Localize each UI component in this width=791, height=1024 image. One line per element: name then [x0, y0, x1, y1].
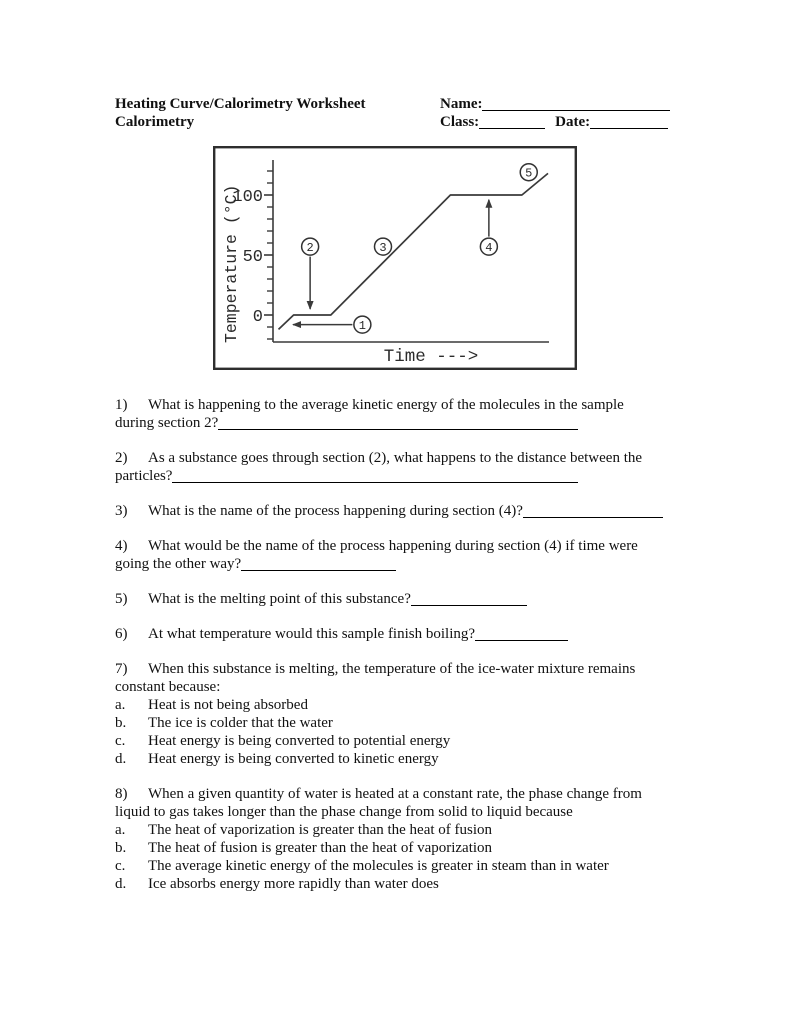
section-circle-number: 5	[525, 166, 533, 181]
worksheet-subtitle: Calorimetry	[115, 114, 195, 130]
date-blank-line	[590, 116, 668, 129]
header	[115, 95, 679, 131]
question-number: 6)	[115, 626, 128, 642]
question-line	[115, 590, 679, 608]
question-number: 1)	[115, 397, 128, 413]
question-text: When a given quantity of water is heated at a constant rate, the phase change from	[148, 786, 642, 802]
question-1	[115, 396, 679, 432]
choice-text: Ice absorbs energy more rapidly than water does	[148, 876, 439, 892]
question-number: 7)	[115, 661, 128, 677]
section-circle-number: 3	[379, 240, 387, 255]
section-marker-2	[302, 238, 319, 309]
section-marker-1	[293, 316, 371, 333]
question-text: constant because:	[115, 679, 221, 695]
heating-curve-line	[279, 173, 549, 329]
questions-list	[115, 396, 679, 893]
answer-blank-line	[475, 628, 568, 641]
x-axis-label: Time --->	[383, 347, 479, 367]
header-title-block	[115, 95, 440, 131]
question-number: 3)	[115, 503, 128, 519]
choice-line	[115, 875, 679, 893]
choice-line	[115, 821, 679, 839]
question-text: As a substance goes through section (2), what happens to the distance between the	[148, 450, 643, 466]
class-date-line	[440, 113, 679, 131]
question-line	[115, 449, 679, 467]
question-line	[115, 467, 679, 485]
header-fill-in-block	[440, 95, 679, 131]
question-line	[115, 660, 679, 678]
choice-text: The heat of fusion is greater than the heat of vaporization	[148, 840, 493, 856]
question-line	[115, 555, 679, 573]
question-7	[115, 660, 679, 768]
choice-text: Heat energy is being converted to kinetic energy	[148, 751, 439, 767]
question-line	[115, 678, 679, 696]
answer-blank-line	[523, 505, 663, 518]
question-number: 8)	[115, 786, 128, 802]
choice-line	[115, 839, 679, 857]
question-text: At what temperature would this sample finish boiling?	[148, 626, 476, 642]
choice-letter: b.	[115, 715, 127, 731]
choice-line	[115, 732, 679, 750]
y-axis-label: Temperature (°C)	[222, 184, 241, 343]
choice-letter: c.	[115, 733, 126, 749]
choice-text: The heat of vaporization is greater than the heat of fusion	[148, 822, 493, 838]
question-line	[115, 396, 679, 414]
question-text: going the other way?	[115, 556, 242, 572]
choice-text: The ice is colder that the water	[148, 715, 333, 731]
question-text: What is happening to the average kinetic energy of the molecules in the sample	[148, 397, 624, 413]
choice-letter: c.	[115, 858, 126, 874]
y-tick-label: 50	[242, 248, 263, 267]
heating-curve-svg	[213, 146, 577, 370]
section-marker-4	[480, 200, 497, 255]
choice-letter: b.	[115, 840, 127, 856]
section-circle-number: 4	[485, 240, 493, 255]
section-marker-5	[520, 164, 537, 181]
choice-line	[115, 696, 679, 714]
answer-blank-line	[411, 593, 527, 606]
name-line	[440, 95, 679, 113]
name-blank-line	[482, 98, 670, 111]
y-tick-label: 0	[252, 308, 263, 327]
question-number: 4)	[115, 538, 128, 554]
question-text: What is the name of the process happening during section (4)?	[148, 503, 523, 519]
choice-letter: d.	[115, 876, 127, 892]
question-text: What would be the name of the process happening during section (4) if time were	[148, 538, 638, 554]
section-circle-number: 1	[358, 318, 366, 333]
question-line	[115, 537, 679, 555]
choice-letter: a.	[115, 822, 126, 838]
question-text: When this substance is melting, the temperature of the ice-water mixture remains	[148, 661, 636, 677]
choice-line	[115, 714, 679, 732]
question-text: during section 2?	[115, 415, 219, 431]
class-blank-line	[479, 116, 545, 129]
choice-letter: a.	[115, 697, 126, 713]
choice-text: Heat energy is being converted to potential energy	[148, 733, 451, 749]
date-label: Date:	[555, 114, 591, 130]
question-number: 5)	[115, 591, 128, 607]
question-2	[115, 449, 679, 485]
choice-line	[115, 750, 679, 768]
y-tick-label: 100	[232, 188, 263, 207]
question-number: 2)	[115, 450, 128, 466]
chart-frame	[214, 147, 576, 369]
question-8	[115, 785, 679, 893]
question-4	[115, 537, 679, 573]
question-text: liquid to gas takes longer than the phase change from solid to liquid because	[115, 804, 573, 820]
answer-blank-line	[172, 470, 578, 483]
question-5	[115, 590, 679, 608]
question-line	[115, 625, 679, 643]
worksheet-content	[115, 95, 679, 910]
choice-text: The average kinetic energy of the molecules is greater in steam than in water	[148, 858, 609, 874]
class-label: Class:	[440, 114, 480, 130]
answer-blank-line	[241, 558, 396, 571]
section-circle-number: 2	[306, 240, 314, 255]
question-line	[115, 502, 679, 520]
choice-text: Heat is not being absorbed	[148, 697, 308, 713]
question-3	[115, 502, 679, 520]
choice-line	[115, 857, 679, 875]
question-text: What is the melting point of this substance?	[148, 591, 411, 607]
worksheet-title: Heating Curve/Calorimetry Worksheet	[115, 96, 366, 112]
heating-curve-chart	[213, 146, 577, 370]
choice-letter: d.	[115, 751, 127, 767]
name-label: Name:	[440, 96, 483, 112]
question-text: particles?	[115, 468, 173, 484]
answer-blank-line	[218, 417, 578, 430]
question-line	[115, 803, 679, 821]
question-line	[115, 414, 679, 432]
question-line	[115, 785, 679, 803]
question-6	[115, 625, 679, 643]
section-marker-3	[375, 238, 392, 255]
